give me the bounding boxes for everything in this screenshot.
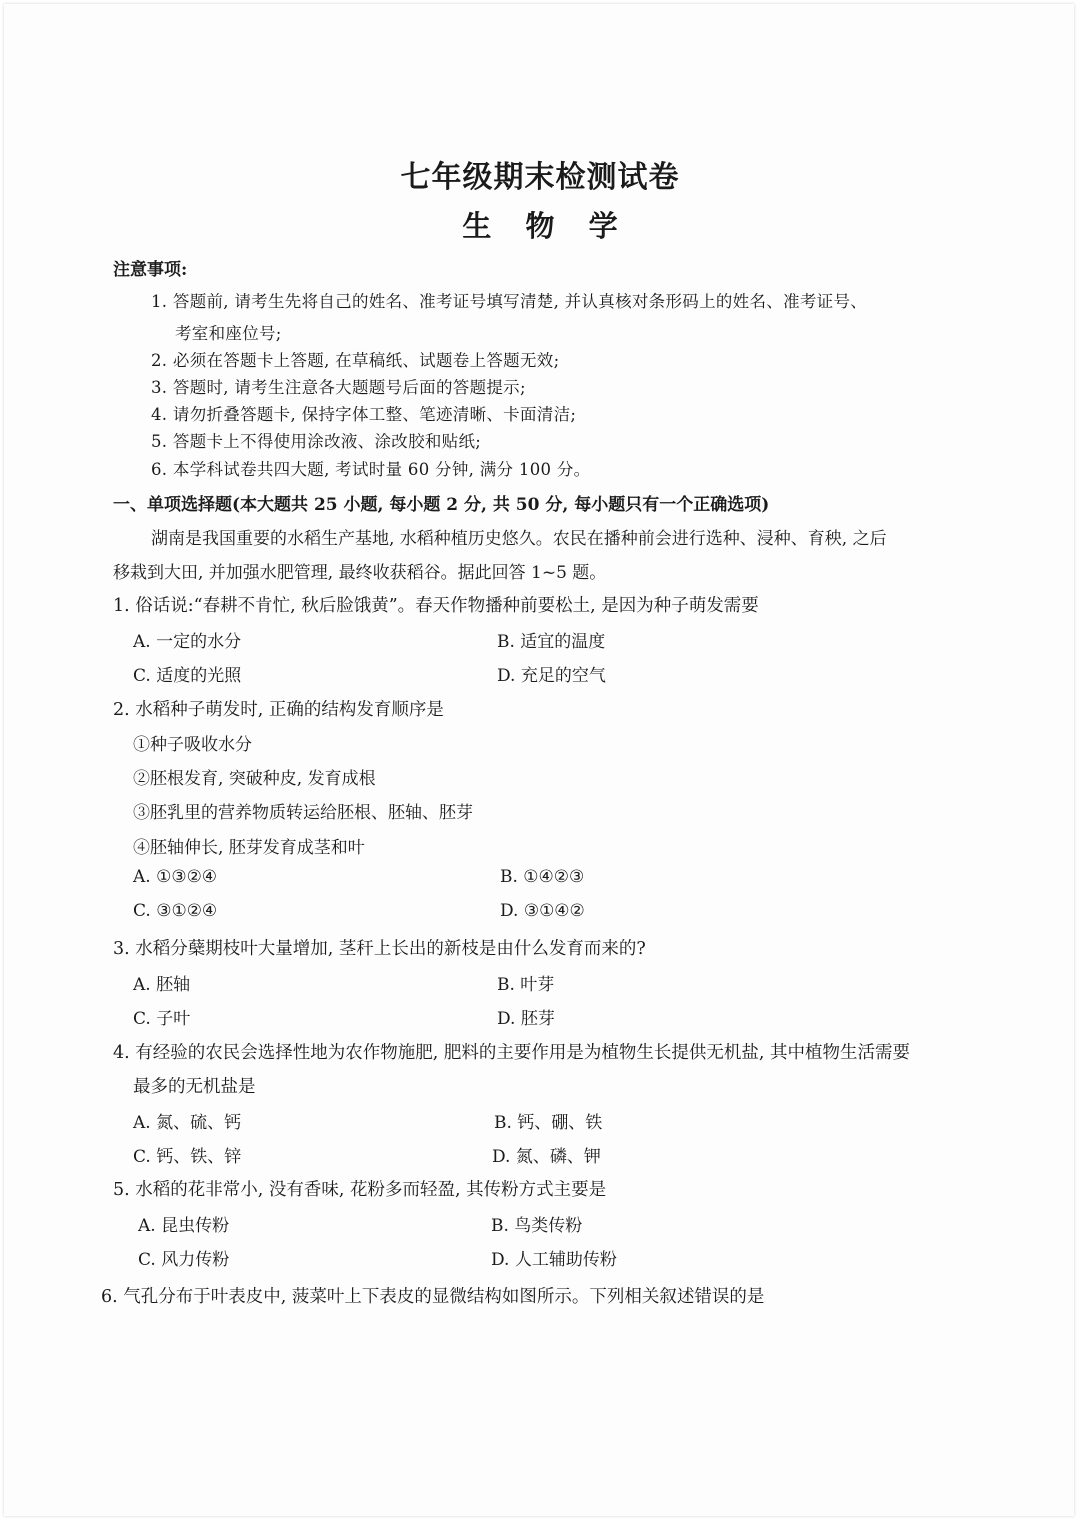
notice-item-2: 2. 必须在答题卡上答题, 在草稿纸、试题卷上答题无效; — [151, 351, 560, 370]
exam-title: 七年级期末检测试卷 — [400, 160, 680, 195]
notice-item-5: 5. 答题卡上不得使用涂改液、涂改胶和贴纸; — [151, 432, 482, 451]
notice-heading: 注意事项: — [113, 260, 188, 280]
question-5-option-c: C. 风力传粉 — [138, 1250, 230, 1270]
question-3-option-c: C. 子叶 — [133, 1009, 191, 1029]
section-intro-line-2: 移栽到大田, 并加强水肥管理, 最终收获稻谷。据此回答 1~5 题。 — [113, 563, 607, 583]
question-1-option-b: B. 适宜的温度 — [497, 632, 606, 652]
question-2-stem: 2. 水稻种子萌发时, 正确的结构发育顺序是 — [113, 700, 444, 720]
question-5-stem: 5. 水稻的花非常小, 没有香味, 花粉多而轻盈, 其传粉方式主要是 — [113, 1180, 607, 1200]
section-intro-line-1: 湖南是我国重要的水稻生产基地, 水稻种植历史悠久。农民在播种前会进行选种、浸种、育秧, 之后 — [151, 529, 887, 549]
question-4-option-c: C. 钙、铁、锌 — [133, 1147, 242, 1167]
question-1-option-c: C. 适度的光照 — [133, 666, 242, 686]
question-3-option-a: A. 胚轴 — [133, 975, 191, 995]
question-1-option-a: A. 一定的水分 — [133, 632, 242, 652]
question-5-option-a: A. 昆虫传粉 — [138, 1216, 230, 1236]
question-2-step-1: ①种子吸收水分 — [133, 735, 252, 755]
question-4-stem-line-2: 最多的无机盐是 — [133, 1077, 256, 1097]
question-1-option-d: D. 充足的空气 — [497, 666, 606, 686]
question-2-option-d: D. ③①④② — [500, 901, 585, 921]
notice-item-4: 4. 请勿折叠答题卡, 保持字体工整、笔迹清晰、卡面清洁; — [151, 405, 577, 424]
question-3-option-b: B. 叶芽 — [497, 975, 555, 995]
question-6-stem: 6. 气孔分布于叶表皮中, 菠菜叶上下表皮的显微结构如图所示。下列相关叙述错误的是 — [101, 1287, 765, 1307]
question-2-step-2: ②胚根发育, 突破种皮, 发育成根 — [133, 769, 376, 789]
subject-title: 生 物 学 — [462, 209, 630, 243]
question-3-stem: 3. 水稻分蘖期枝叶大量增加, 茎秆上长出的新枝是由什么发育而来的? — [113, 939, 646, 959]
question-2-option-a: A. ①③②④ — [133, 867, 218, 887]
notice-item-1-cont: 考室和座位号; — [175, 324, 282, 343]
question-4-option-d: D. 氮、磷、钾 — [492, 1147, 601, 1167]
question-3-option-d: D. 胚芽 — [497, 1009, 555, 1029]
question-1-stem: 1. 俗话说:“春耕不肯忙, 秋后脸饿黄”。春天作物播种前要松土, 是因为种子萌发需要 — [113, 596, 759, 616]
question-5-option-d: D. 人工辅助传粉 — [491, 1250, 617, 1270]
question-2-option-c: C. ③①②④ — [133, 901, 218, 921]
section-heading: 一、单项选择题(本大题共 25 小题, 每小题 2 分, 共 50 分, 每小题只有一个正确选项) — [113, 495, 770, 515]
notice-item-1: 1. 答题前, 请考生先将自己的姓名、准考证号填写清楚, 并认真核对条形码上的姓名、准考证号、 — [151, 292, 868, 311]
question-4-stem-line-1: 4. 有经验的农民会选择性地为农作物施肥, 肥料的主要作用是为植物生长提供无机盐, 其中植物生活需要 — [113, 1043, 911, 1063]
question-2-option-b: B. ①④②③ — [500, 867, 585, 887]
question-4-option-a: A. 氮、硫、钙 — [133, 1113, 242, 1133]
question-5-option-b: B. 鸟类传粉 — [491, 1216, 583, 1236]
notice-item-3: 3. 答题时, 请考生注意各大题题号后面的答题提示; — [151, 378, 526, 397]
question-2-step-4: ④胚轴伸长, 胚芽发育成茎和叶 — [133, 838, 365, 858]
notice-item-6: 6. 本学科试卷共四大题, 考试时量 60 分钟, 满分 100 分。 — [151, 460, 591, 479]
question-2-step-3: ③胚乳里的营养物质转运给胚根、胚轴、胚芽 — [133, 803, 473, 823]
question-4-option-b: B. 钙、硼、铁 — [494, 1113, 603, 1133]
